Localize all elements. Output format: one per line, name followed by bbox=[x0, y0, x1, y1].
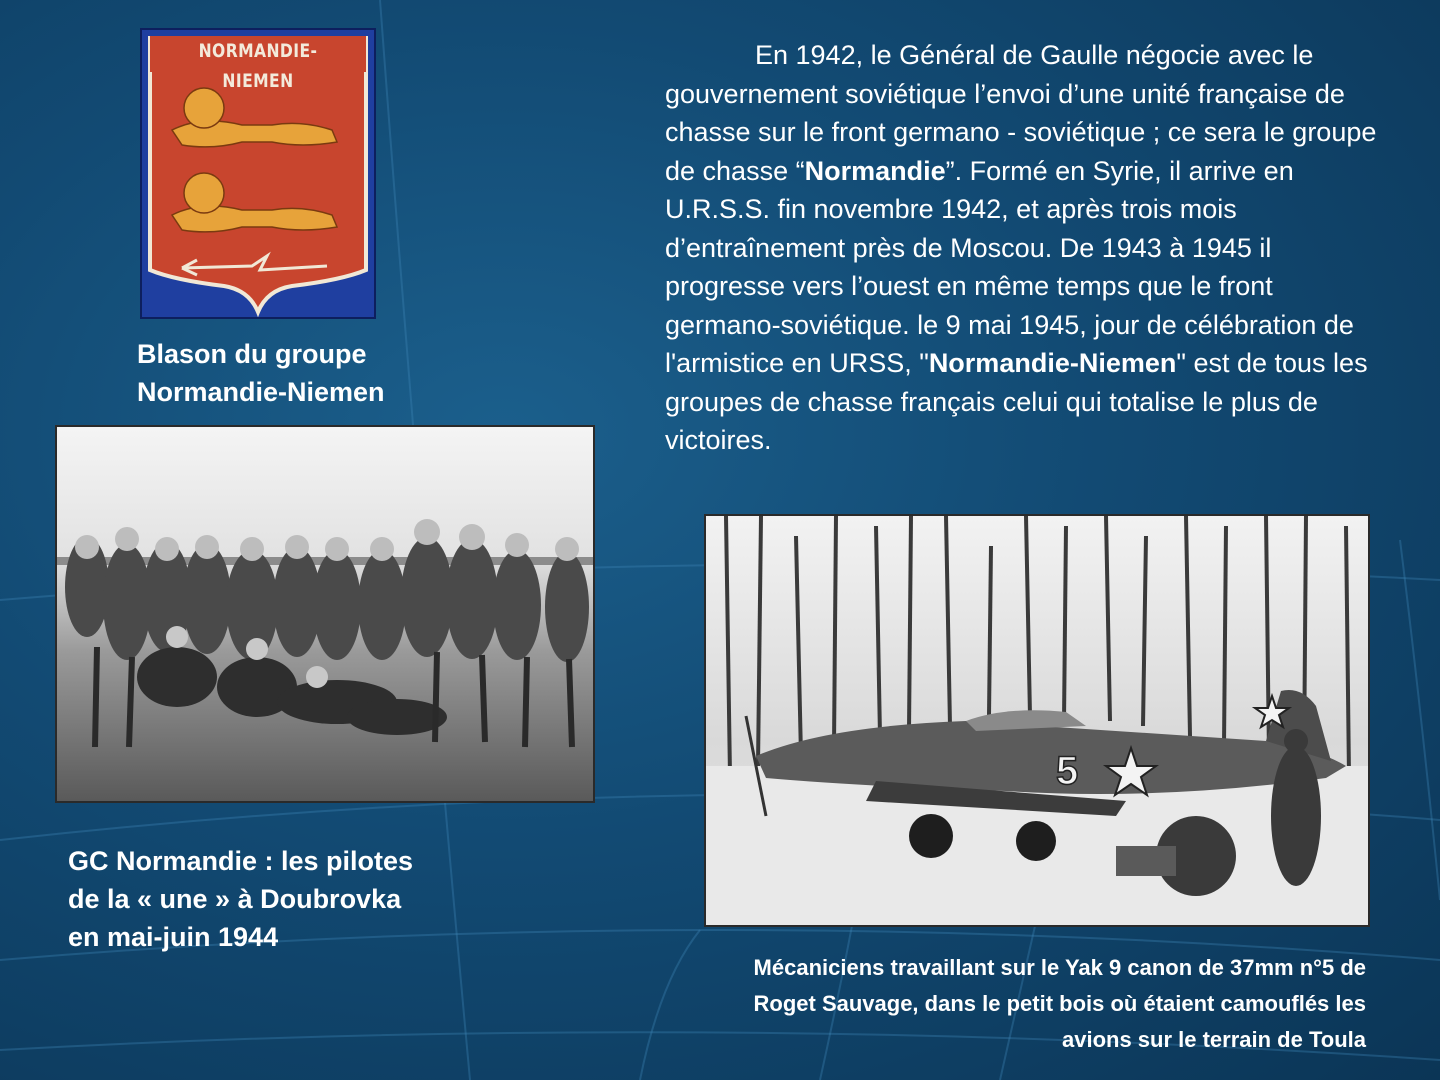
pilots-caption-line1: GC Normandie : les pilotes bbox=[68, 846, 414, 876]
yak-caption-line2: Roget Sauvage, dans le petit bois où étaient camouflés les bbox=[753, 991, 1366, 1016]
history-text-part3: " est de tous les groupes de chasse français celui qui totalise le plus de victoires. bbox=[665, 348, 1368, 455]
pilots-group-photo bbox=[55, 425, 595, 803]
history-text-part2: ”. Formé en Syrie, il arrive en U.R.S.S. fin novembre 1942, et après trois mois d’entraînement près de Moscou. De 1943 à 1945 il progresse vers l’ouest en même temps que le front germano-soviétique. le 9 mai 1945, jour de célébration de l'armistice en URSS, " bbox=[665, 155, 1354, 378]
crest-caption bbox=[137, 335, 385, 411]
pilots-caption-line2: de la « une » à Doubrovka bbox=[68, 884, 402, 914]
crest-title: NORMANDIE-NIEMEN bbox=[198, 40, 318, 92]
crest-caption-line2: Normandie-Niemen bbox=[137, 377, 385, 407]
normandie-niemen-crest bbox=[140, 28, 376, 319]
yak9-aircraft-photo bbox=[704, 514, 1370, 927]
yak-caption-line1: Mécaniciens travaillant sur le Yak 9 canon de 37mm n°5 de bbox=[753, 955, 1366, 980]
crest-caption-line1: Blason du groupe bbox=[137, 339, 367, 369]
history-text-part1: En 1942, le Général de Gaulle négocie avec le gouvernement soviétique l’envoi d’une unité française de chasse sur le front germano - soviétique ; ce sera le groupe de chasse “ bbox=[665, 40, 1377, 186]
history-paragraph bbox=[665, 36, 1380, 460]
pilots-photo-caption bbox=[68, 842, 498, 956]
pilots-caption-line3: en mai-juin 1944 bbox=[68, 922, 279, 952]
history-text-bold2: Normandie-Niemen bbox=[928, 348, 1177, 378]
history-text-bold1: Normandie bbox=[804, 155, 946, 186]
yak-tail-number: 5 bbox=[1056, 749, 1079, 793]
yak-photo-caption bbox=[560, 950, 1366, 1058]
yak-caption-line3: avions sur le terrain de Toula bbox=[1061, 1027, 1366, 1052]
